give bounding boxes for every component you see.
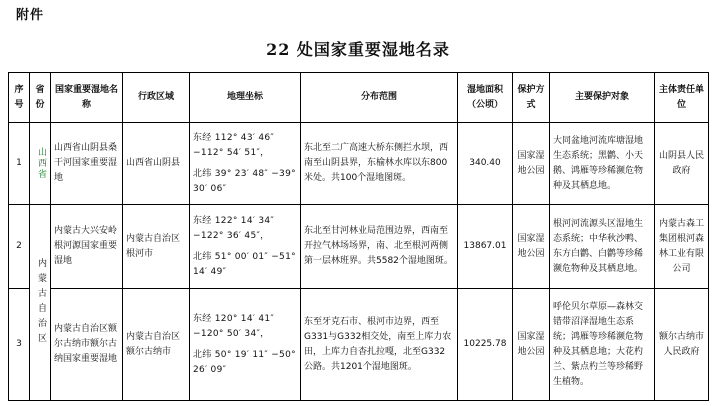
header-name: 国家重要湿地名称 — [51, 73, 123, 123]
header-owner: 主体责任单位 — [655, 73, 709, 123]
coordinates — [190, 205, 301, 289]
wetland-area: 340.40 — [458, 123, 513, 205]
responsible-unit: 内蒙古森工集团根河森林工业有限公司 — [655, 205, 709, 289]
distribution-range: 东北至二广高速大桥东侧拦水坝，西南至山阴县界，东榆林水库以东800米处。共100个湿地图斑。 — [301, 123, 458, 205]
province-neimenggu: 内蒙古自治区 — [36, 257, 46, 348]
distribution-range: 东北至甘河林业局范围边界，西南至开拉气林场场界，南、北至根河两侧第一层林班界。共5582个湿地图斑。 — [301, 205, 458, 289]
province-shanxi: 山西省 — [36, 147, 46, 180]
longitude: 东经 112° 43′ 46″ −112° 54′ 51″， — [193, 132, 275, 158]
header-province: 省份 — [30, 73, 51, 123]
wetland-name: 山西省山阴县桑干河国家重要湿地 — [51, 123, 123, 205]
admin-region: 山西省山阴县 — [123, 123, 190, 205]
protected-objects: 大同盆地河流库塘湿地生态系统；黑鹳、小天鹅、鸿雁等珍稀濒危物种及其栖息地。 — [550, 123, 655, 205]
admin-region: 内蒙古自治区根河市 — [123, 205, 190, 289]
row-seq: 2 — [9, 205, 30, 289]
latitude: 北纬 50° 19′ 11″ −50° 26′ 09″ — [193, 349, 296, 375]
wetland-area: 13867.01 — [458, 205, 513, 289]
coordinates — [190, 289, 301, 401]
document-title: 22 处国家重要湿地名录 — [266, 40, 450, 59]
protection-mode: 国家湿地公园 — [513, 205, 550, 289]
header-coords: 地理坐标 — [190, 73, 301, 123]
table-row — [9, 289, 709, 401]
attachment-label: 附件 — [16, 8, 45, 23]
header-range: 分布范围 — [301, 73, 458, 123]
distribution-range: 东至牙克石市、根河市边界，西至G331与G332相交处，南至上库力农田，上库力自杳扎拉嘎，北至G332公路。共1201个湿地图斑。 — [301, 289, 458, 401]
row-seq: 1 — [9, 123, 30, 205]
longitude: 东经 122° 14′ 34″ −122° 36′ 45″， — [193, 215, 275, 241]
header-seq: 序号 — [9, 73, 30, 123]
protected-objects: 根河河流源头区湿地生态系统；中华秋沙鸭、东方白鹳、白鹳等珍稀濒危物种及其栖息地。 — [550, 205, 655, 289]
longitude: 东经 120° 14′ 41″ −120° 50′ 34″， — [193, 313, 275, 339]
province-cell — [30, 205, 51, 401]
responsible-unit: 山阴县人民政府 — [655, 123, 709, 205]
header-objects: 主要保护对象 — [550, 73, 655, 123]
latitude: 北纬 51° 00′ 01″ −51° 14′ 49″ — [193, 251, 296, 277]
wetland-table — [8, 72, 709, 401]
province-cell — [30, 123, 51, 205]
coordinates — [190, 123, 301, 205]
wetland-name: 内蒙古大兴安岭根河源国家重要湿地 — [51, 205, 123, 289]
header-row — [9, 73, 709, 123]
header-protect-mode: 保护方式 — [513, 73, 550, 123]
protection-mode: 国家湿地公园 — [513, 289, 550, 401]
wetland-area: 10225.78 — [458, 289, 513, 401]
row-seq: 3 — [9, 289, 30, 401]
latitude: 北纬 39° 23′ 48″ −39° 30′ 06″ — [193, 168, 296, 194]
table-row — [9, 123, 709, 205]
table-row — [9, 205, 709, 289]
responsible-unit: 额尔古纳市人民政府 — [655, 289, 709, 401]
header-region: 行政区域 — [123, 73, 190, 123]
protected-objects: 呼伦贝尔草原—森林交错带沼泽湿地生态系统；鸿雁等珍稀濒危物种及其栖息地；大花杓兰、紫点杓兰等珍稀野生植物。 — [550, 289, 655, 401]
wetland-name: 内蒙古自治区额尔古纳市额尔古纳国家重要湿地 — [51, 289, 123, 401]
header-area: 湿地面积（公顷） — [458, 73, 513, 123]
protection-mode: 国家湿地公园 — [513, 123, 550, 205]
admin-region: 内蒙古自治区额尔古纳市 — [123, 289, 190, 401]
